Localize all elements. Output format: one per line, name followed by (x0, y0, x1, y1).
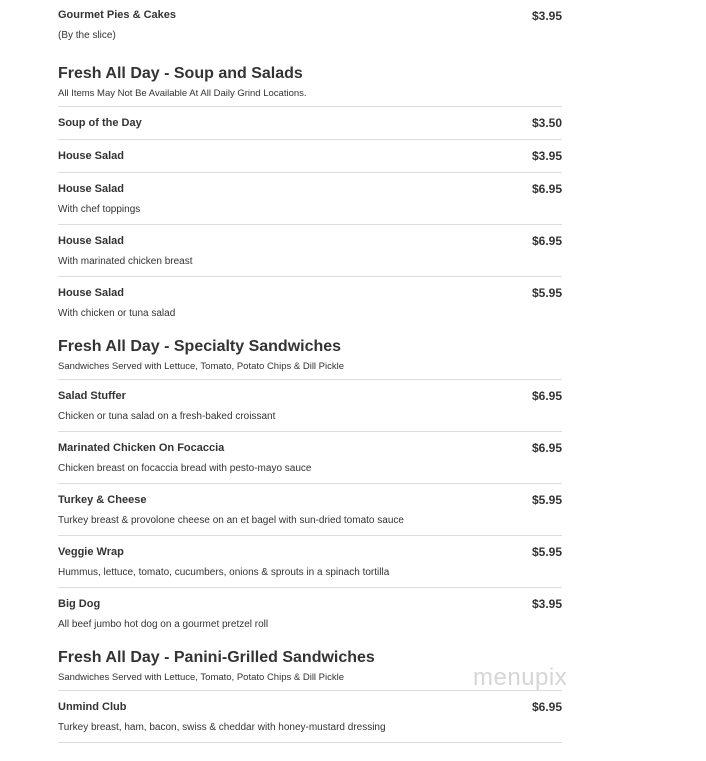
item-price: $5.95 (531, 545, 562, 559)
menu-item (58, 380, 562, 432)
item-description: With marinated chicken breast (58, 256, 193, 267)
menu-page (58, 0, 562, 743)
item-name: House Salad (58, 183, 125, 195)
item-description: Chicken breast on focaccia bread with pesto-mayo sauce (58, 463, 312, 474)
section-title: Fresh All Day - Soup and Salads (58, 65, 303, 82)
item-price: $3.95 (531, 9, 562, 23)
item-name: Salad Stuffer (58, 390, 126, 402)
item-name: House Salad (58, 235, 125, 247)
item-price: $6.95 (531, 389, 562, 403)
item-price: $3.50 (531, 116, 562, 130)
menupix-watermark: menupix (473, 664, 568, 691)
item-name: Big Dog (58, 598, 101, 610)
item-description: With chicken or tuna salad (58, 308, 176, 319)
item-name: Turkey & Cheese (58, 494, 147, 506)
menu-item (58, 484, 562, 536)
item-price: $3.95 (531, 149, 562, 163)
menu-item (58, 173, 562, 225)
item-description: Turkey breast & provolone cheese on an et bagel with sun-dried tomato sauce (58, 515, 404, 526)
item-name: Veggie Wrap (58, 546, 124, 558)
item-price: $5.95 (531, 286, 562, 300)
section-subtitle: Sandwiches Served with Lettuce, Tomato, Potato Chips & Dill Pickle (58, 361, 562, 380)
section-subtitle: Sandwiches Served with Lettuce, Tomato, Potato Chips & Dill Pickle (58, 672, 562, 691)
item-name: Unmind Club (58, 701, 127, 713)
item-price: $3.95 (531, 597, 562, 611)
item-name: House Salad (58, 287, 125, 299)
menu-item (58, 588, 562, 639)
item-description: Hummus, lettuce, tomato, cucumbers, onions & sprouts in a spinach tortilla (58, 567, 390, 578)
item-description: All beef jumbo hot dog on a gourmet pretzel roll (58, 619, 269, 630)
item-name: Soup of the Day (58, 117, 142, 129)
item-description: Chicken or tuna salad on a fresh-baked croissant (58, 411, 276, 422)
item-name: House Salad (58, 150, 125, 162)
section-subtitle: All Items May Not Be Available At All Daily Grind Locations. (58, 88, 562, 107)
menu-item (58, 277, 562, 328)
item-description: Turkey breast, ham, bacon, swiss & cheddar with honey-mustard dressing (58, 722, 386, 733)
menu-item (58, 691, 562, 743)
section-title: Fresh All Day - Panini-Grilled Sandwiches (58, 649, 375, 666)
item-price: $5.95 (531, 493, 562, 507)
item-price: $6.95 (531, 234, 562, 248)
menu-section-soup-salads (58, 55, 562, 328)
item-description: (By the slice) (58, 30, 116, 41)
item-price: $6.95 (531, 182, 562, 196)
item-description: With chef toppings (58, 204, 141, 215)
menu-item (58, 225, 562, 277)
item-name: Gourmet Pies & Cakes (58, 9, 176, 21)
menu-item (58, 432, 562, 484)
menu-section-specialty-sandwiches (58, 328, 562, 639)
item-price: $6.95 (531, 700, 562, 714)
section-title: Fresh All Day - Specialty Sandwiches (58, 338, 342, 355)
menu-item (58, 536, 562, 588)
menu-item (58, 140, 562, 173)
menu-item (58, 107, 562, 140)
item-name: Marinated Chicken On Focaccia (58, 442, 225, 454)
item-price: $6.95 (531, 441, 562, 455)
menu-item-gourmet-pies (58, 0, 562, 55)
